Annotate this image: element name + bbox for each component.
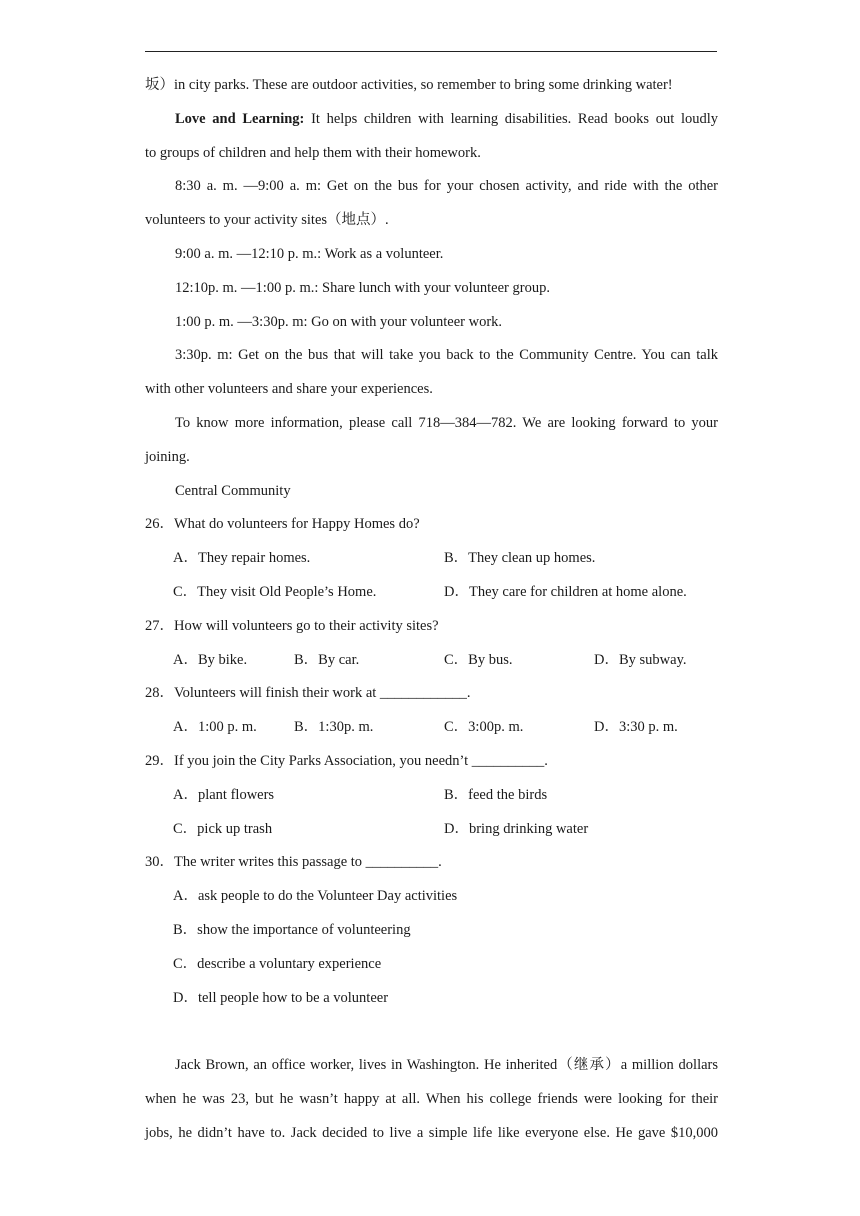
- question-26-options-row-2: [145, 576, 718, 610]
- question-27-options: [145, 644, 718, 678]
- passage-line: 坂）in city parks. These are outdoor activities, so remember to bring some drinking water!: [145, 77, 673, 93]
- option-d[interactable]: D．They care for children at home alone.: [444, 583, 687, 600]
- question-26-stem: 26．What do volunteers for Happy Homes do?: [145, 516, 420, 533]
- passage-b-line-1: Jack Brown, an office worker, lives in Washington. He inherited（继承）a million dollars: [175, 1057, 718, 1074]
- option-c[interactable]: C．describe a voluntary experience: [173, 955, 382, 972]
- option-c[interactable]: C．3:00p. m.: [444, 719, 524, 736]
- question-27-stem: 27．How will volunteers go to their activity sites?: [145, 617, 439, 634]
- option-d[interactable]: D．bring drinking water: [444, 820, 589, 837]
- info-line-2: joining.: [145, 448, 190, 465]
- question-29-options-row-2: [145, 813, 718, 847]
- page-body: [145, 69, 718, 1151]
- question-30-option-b-row: [145, 914, 718, 948]
- option-b[interactable]: B．feed the birds: [444, 786, 548, 803]
- question-29-stem: 29．If you join the City Parks Association, you needn’t __________.: [145, 752, 548, 769]
- option-b[interactable]: B．show the importance of volunteering: [173, 921, 411, 938]
- option-a[interactable]: A．1:00 p. m.: [173, 719, 257, 736]
- info-line-1: To know more information, please call 718—384—782. We are looking forward to your: [175, 414, 718, 431]
- option-d[interactable]: D．3:30 p. m.: [594, 719, 678, 736]
- option-d[interactable]: D．By subway.: [594, 651, 687, 668]
- schedule-5-line-1: 3:30p. m: Get on the bus that will take you back to the Community Centre. You can talk: [175, 347, 718, 364]
- question-26-options-row-1: [145, 542, 718, 576]
- schedule-1-line-1: 8:30 a. m. —9:00 a. m: Get on the bus for your chosen activity, and ride with the other: [175, 178, 718, 195]
- question-30-option-a-row: [145, 880, 718, 914]
- schedule-2: 9:00 a. m. —12:10 p. m.: Work as a volunteer.: [175, 245, 444, 262]
- love-learning-title: Love and Learning:: [175, 110, 305, 127]
- signature: Central Community: [175, 482, 291, 499]
- option-a[interactable]: A．plant flowers: [173, 786, 275, 803]
- option-c[interactable]: C．They visit Old People’s Home.: [173, 583, 377, 600]
- option-b[interactable]: B．1:30p. m.: [294, 719, 374, 736]
- section-gap: [145, 1015, 718, 1049]
- question-30-stem: 30．The writer writes this passage to __________.: [145, 854, 442, 871]
- option-c[interactable]: C．By bus.: [444, 651, 513, 668]
- passage-b-line-2: when he was 23, but he wasn’t happy at all. When his college friends were looking for their: [145, 1090, 718, 1107]
- question-30-option-c-row: [145, 948, 718, 982]
- question-28-stem: 28．Volunteers will finish their work at ____________.: [145, 685, 471, 702]
- schedule-1-line-2: volunteers to your activity sites（地点）.: [145, 212, 389, 229]
- option-a[interactable]: A．By bike.: [173, 651, 248, 668]
- option-b[interactable]: B．They clean up homes.: [444, 550, 596, 567]
- option-c[interactable]: C．pick up trash: [173, 820, 273, 837]
- header-rule: [145, 51, 717, 52]
- question-30-option-d-row: [145, 982, 718, 1016]
- question-28-options: [145, 711, 718, 745]
- option-d[interactable]: D．tell people how to be a volunteer: [173, 989, 389, 1006]
- love-learning-line-2: to groups of children and help them with their homework.: [145, 144, 481, 161]
- option-a[interactable]: A．They repair homes.: [173, 550, 311, 567]
- passage-b-line-3: jobs, he didn’t have to. Jack decided to live a simple life like everyone else. He gave $10,000: [145, 1124, 718, 1141]
- question-29-options-row-1: [145, 779, 718, 813]
- option-b[interactable]: B．By car.: [294, 651, 360, 668]
- option-a[interactable]: A．ask people to do the Volunteer Day activities: [173, 888, 458, 905]
- love-learning-line-1: Love and Learning: It helps children with learning disabilities. Read books out loudly: [175, 110, 718, 127]
- schedule-3: 12:10p. m. —1:00 p. m.: Share lunch with your volunteer group.: [175, 279, 550, 296]
- schedule-4: 1:00 p. m. —3:30p. m: Go on with your volunteer work.: [175, 313, 503, 330]
- schedule-5-line-2: with other volunteers and share your experiences.: [145, 381, 433, 398]
